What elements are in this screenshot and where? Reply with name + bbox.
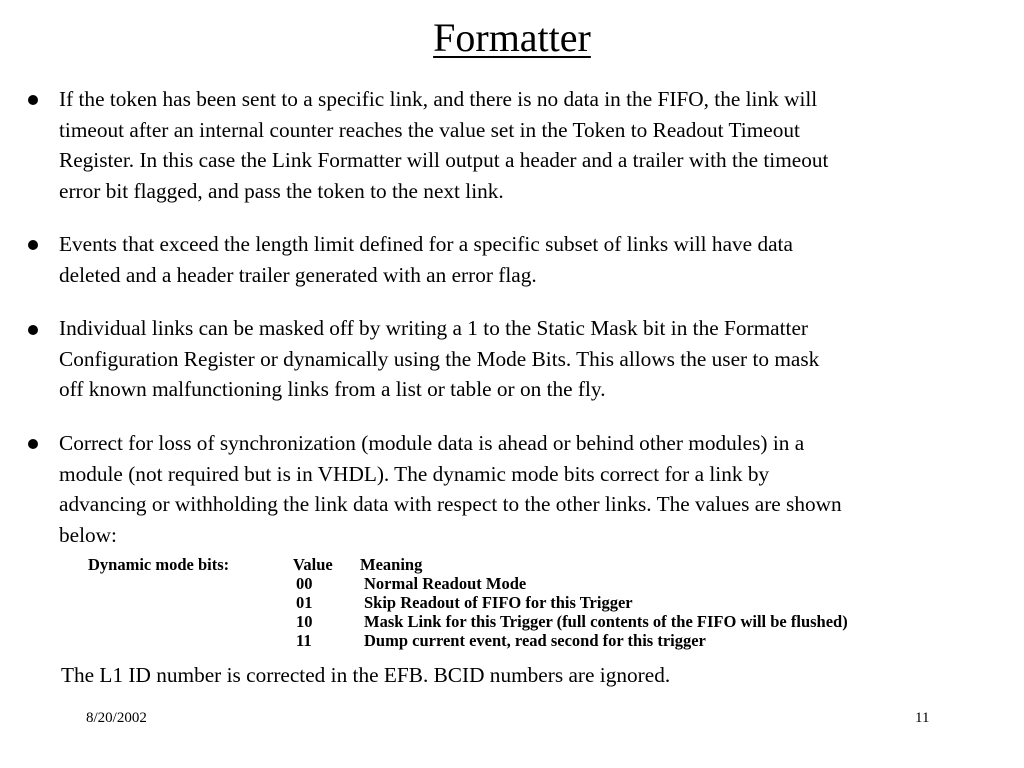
bullet-line: error bit flagged, and pass the token to the next link.	[59, 178, 504, 203]
bullet-text	[59, 84, 1009, 206]
table-row-value: 01	[296, 593, 313, 612]
bullet-line: advancing or withholding the link data with respect to the other links. The values are shown	[59, 492, 842, 516]
bullet-line: Correct for loss of synchronization (module data is ahead or behind other modules) in a	[59, 431, 805, 455]
bullet-line: Individual links can be masked off by writing a 1 to the Static Mask bit in the Formatter	[59, 316, 808, 340]
bullet-text	[59, 229, 1009, 290]
table-row-meaning: Dump current event, read second for this trigger	[364, 631, 706, 650]
slide-title: Formatter	[433, 15, 591, 60]
bullet-line: Events that exceed the length limit defined for a specific subset of links will have data	[59, 232, 793, 256]
footer-page-number: 11	[915, 710, 930, 726]
table-row-meaning: Skip Readout of FIFO for this Trigger	[364, 593, 633, 612]
bullet-line: Configuration Register or dynamically using the Mode Bits. This allows the user to mask	[59, 346, 820, 371]
table-row-value: 11	[296, 631, 312, 650]
bullet-dot-icon	[28, 240, 38, 250]
dynamic-mode-label: Dynamic mode bits:	[88, 555, 230, 574]
bullet-line: off known malfunctioning links from a list or table or on the fly.	[59, 377, 606, 401]
meaning-column-header: Meaning	[360, 555, 423, 574]
bullet-text	[59, 313, 1009, 405]
table-row-meaning: Mask Link for this Trigger (full contents of the FIFO will be flushed)	[364, 612, 848, 631]
bullet-dot-icon	[28, 95, 38, 105]
bullet-dot-icon	[28, 439, 38, 449]
bullet-line: module (not required but is in VHDL). The dynamic mode bits correct for a link by	[59, 461, 770, 486]
bullet-line: Register. In this case the Link Formatter will output a header and a trailer with the timeout	[59, 148, 829, 172]
value-column-header: Value	[293, 555, 333, 574]
bullet-line: deleted and a header trailer generated with an error flag.	[59, 262, 537, 287]
table-row-value: 10	[296, 612, 313, 631]
bullet-text	[59, 428, 1009, 550]
bullet-line: timeout after an internal counter reaches the value set in the Token to Readout Timeout	[59, 117, 800, 142]
table-row-meaning: Normal Readout Mode	[364, 574, 527, 593]
bullet-line: below:	[59, 522, 117, 547]
closing-line: The L1 ID number is corrected in the EFB. BCID numbers are ignored.	[61, 663, 671, 687]
bullet-dot-icon	[28, 325, 38, 335]
bullet-line: If the token has been sent to a specific link, and there is no data in the FIFO, the link will	[59, 87, 818, 111]
footer-date: 8/20/2002	[86, 710, 147, 726]
table-row-value: 00	[296, 574, 313, 593]
